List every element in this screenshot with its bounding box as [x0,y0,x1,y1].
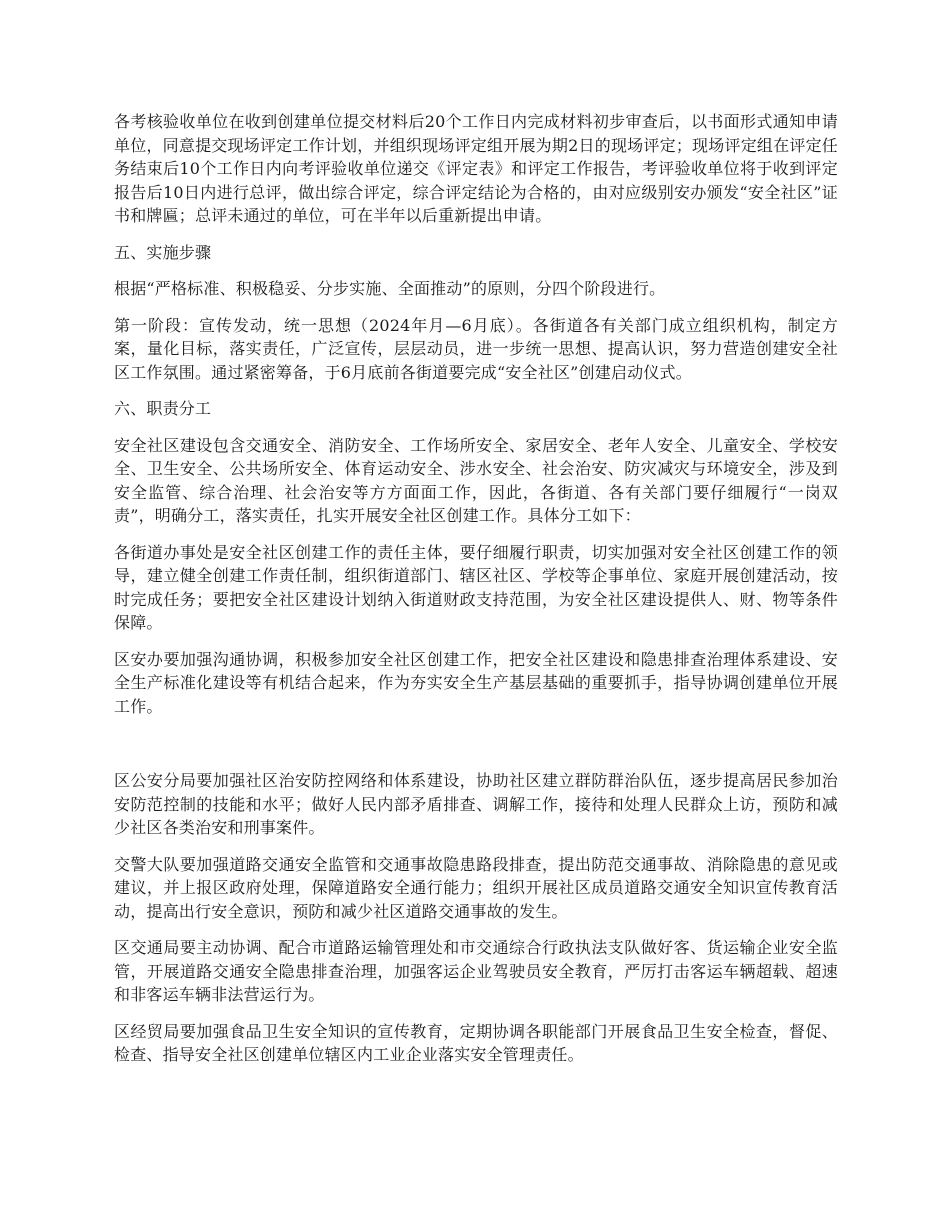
paragraph-evaluation-process: 各考核验收单位在收到创建单位提交材料后20个工作日内完成材料初步审查后，以书面形式通知申请单位，同意提交现场评定工作计划，并组织现场评定组开展为期2日的现场评定；现场评定组在评定任务结束后10个工作日内向考评验收单位递交《评定表》和评定工作报告，考评验收单位将于收到评定报告后10日内进行总评，做出综合评定，综合评定结论为合格的，由对应级别安办颁发“安全社区”证书和牌匾；总评未通过的单位，可在半年以后重新提出申请。 [114,112,838,225]
page-break-gap [114,731,838,769]
paragraph-street-offices: 各街道办事处是安全社区创建工作的责任主体，要仔细履行职责，切实加强对安全社区创建工作的领导，建立健全创建工作责任制，组织街道部门、辖区社区、学校等企事单位、家庭开展创建活动，按时完成任务；要把安全社区建设计划纳入街道财政支持范围，为安全社区建设提供人、财、物等条件保障。 [114,542,838,632]
paragraph-traffic-police: 交警大队要加强道路交通安全监管和交通事故隐患路段排查，提出防范交通事故、消除隐患的意见或建议，并上报区政府处理，保障道路安全通行能力；组织开展社区成员道路交通安全知识宣传教育活动，提高出行安全意识，预防和减少社区道路交通事故的发生。 [114,854,838,921]
document-page [114,110,838,1080]
section-heading-responsibilities: 六、职责分工 [114,399,212,418]
section-heading-implementation-steps: 五、实施步骤 [114,242,212,262]
paragraph-transport-bureau: 区交通局要主动协调、配合市道路运输管理处和市交通综合行政执法支队做好客、货运输企业安全监管，开展道路交通安全隐患排查治理，加强客运企业驾驶员安全教育，严厉打击客运车辆超载、超速和非客运车辆非法营运行为。 [114,938,838,1004]
paragraph-phase-one: 第一阶段：宣传发动，统一思想（2024年月—6月底）。各街道各有关部门成立组织机构，制定方案，量化目标，落实责任，广泛宣传，层层动员，进一步统一思想、提高认识，努力营造创建安全社区工作氛围。通过紧密筹备，于6月底前各街道要完成“安全社区”创建启动仪式。 [114,315,838,382]
paragraph-public-security: 区公安分局要加强社区治安防控网络和体系建设，协助社区建立群防群治队伍，逐步提高居民参加治安防范控制的技能和水平；做好人民内部矛盾排查、调解工作，接待和处理人民群众上访，预防和减少社区各类治安和刑事案件。 [114,771,838,837]
paragraph-principles: 根据“严格标准、积极稳妥、分步实施、全面推动”的原则，分四个阶段进行。 [114,279,666,298]
paragraph-trade-bureau: 区经贸局要加强食品卫生安全知识的宣传教育，定期协调各职能部门开展食品卫生安全检查，督促、检查、指导安全社区创建单位辖区内工业企业落实安全管理责任。 [114,1021,838,1064]
paragraph-safety-scope: 安全社区建设包含交通安全、消防安全、工作场所安全、家居安全、老年人安全、儿童安全、学校安全、卫生安全、公共场所安全、体育运动安全、涉水安全、社会治安、防灾减灾与环境安全，涉及到安全监管、综合治理、社会治安等方方面面工作，因此，各街道、各有关部门要仔细履行“一岗双责”，明确分工，落实责任，扎实开展安全社区创建工作。具体分工如下： [114,435,838,525]
paragraph-safety-office: 区安办要加强沟通协调，积极参加安全社区创建工作，把安全社区建设和隐患排查治理体系建设、安全生产标准化建设等有机结合起来，作为夯实安全生产基层基础的重要抓手，指导协调创建单位开展工作。 [114,649,838,716]
